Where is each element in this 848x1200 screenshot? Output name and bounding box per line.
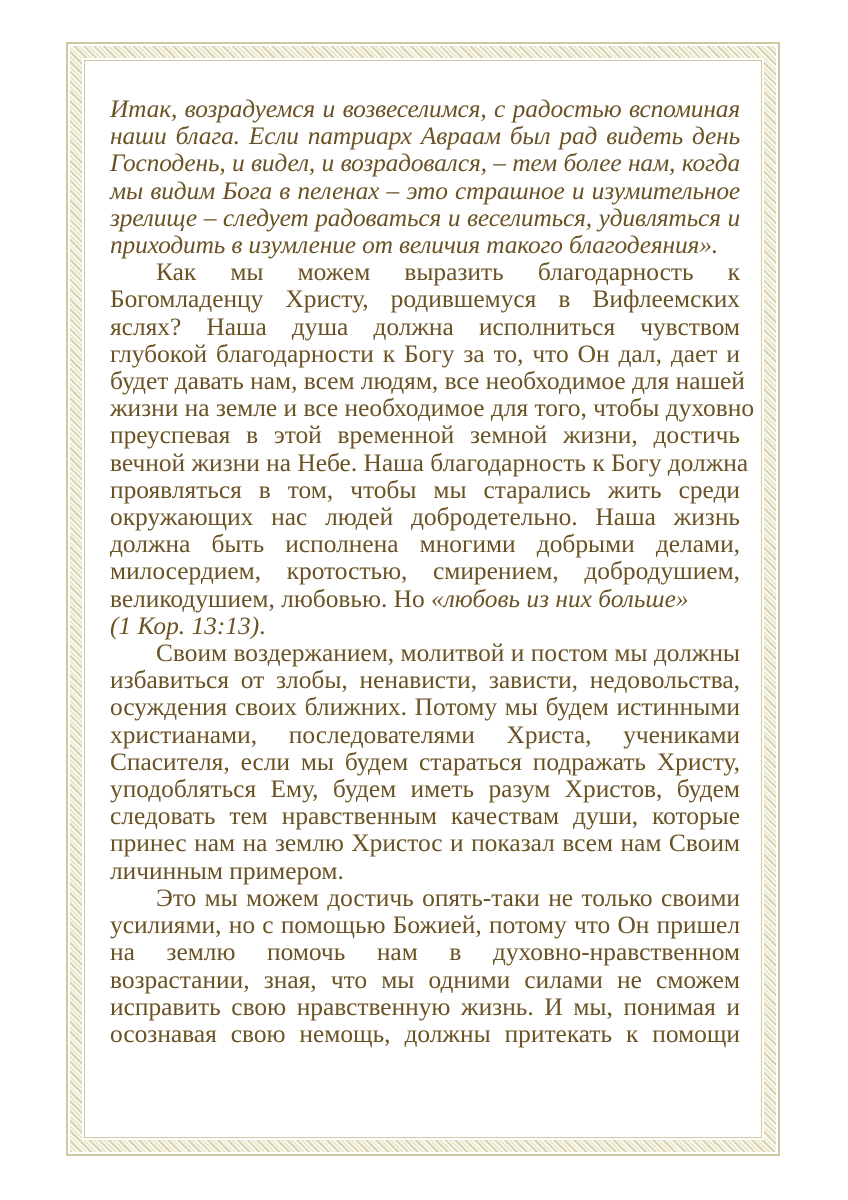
text-line: мы видим Бога в пеленах – это страшное и изумительное xyxy=(110,176,740,205)
text-line: христианами, последователями Христа, учениками xyxy=(110,720,740,749)
text-line: преуспевая в этой временной земной жизни, достичь xyxy=(110,421,740,450)
text-line: уподобляться Ему, будем иметь разум Христов, будем xyxy=(110,775,740,804)
text-line: на землю помочь нам в духовно-нравственном xyxy=(110,938,740,967)
text-run: великодушием, любовью. Но xyxy=(110,584,432,613)
text-line xyxy=(110,586,740,613)
text-line: Как мы можем выразить благодарность к xyxy=(156,258,740,287)
scripture-quote: «любовь из них больше» xyxy=(431,584,689,613)
text-line: Господень, и видел, и возрадовался, – тем более нам, когда xyxy=(110,149,740,178)
text-line: принес нам на землю Христос и показал всем нам Своим xyxy=(110,829,740,858)
text-line xyxy=(110,613,740,640)
text-line: осознавая свою немощь, должны притекать к помощи xyxy=(110,1019,740,1048)
text-line: милосердием, кротостью, смирением, добродушием, xyxy=(110,557,740,586)
text-line: будет давать нам, всем людям, все необходимое для нашей xyxy=(110,367,745,396)
text-line: должна быть исполнена многими добрыми делами, xyxy=(110,530,740,559)
body-paragraph-gratitude xyxy=(110,258,755,640)
text-line: Это мы можем достичь опять-таки не только своими xyxy=(156,883,740,912)
text-line: Спасителя, если мы будем стараться подражать Христу, xyxy=(110,747,740,776)
text-line: Итак, возрадуемся и возвеселимся, с радостью вспоминая xyxy=(110,95,740,123)
document-body xyxy=(110,95,755,1048)
quote-paragraph xyxy=(110,96,740,259)
text-line: возрастании, зная, что мы одними силами не сможем xyxy=(110,965,740,994)
body-paragraph-effort xyxy=(110,885,740,1048)
text-line: осуждения своих ближних. Потому мы будем истинными xyxy=(110,693,740,722)
text-line: глубокой благодарности к Богу за то, что Он дал, дает и xyxy=(110,339,740,368)
scripture-reference: (1 Кор. 13:13) xyxy=(110,611,260,640)
text-line: следовать тем нравственным качествам души, которые xyxy=(110,802,740,831)
text-line: исправить свою нравственную жизнь. И мы, понимая и xyxy=(110,992,740,1021)
text-line: Богомладенцу Христу, родившемуся в Вифлеемских xyxy=(110,285,740,314)
text-line: жизни на земле и все необходимое для того, чтобы духовно xyxy=(110,394,755,423)
body-paragraph-abstinence xyxy=(110,640,740,885)
text-line: вечной жизни на Небе. Наша благодарность к Богу должна xyxy=(110,448,749,477)
text-line: проявляться в том, чтобы мы старались жить среди xyxy=(110,475,740,504)
text-line: усилиями, но с помощью Божией, потому что Он пришел xyxy=(110,911,740,940)
text-line: приходить в изумление от величия такого благодеяния». xyxy=(110,231,718,260)
text-line: яслях? Наша душа должна исполниться чувством xyxy=(110,312,740,341)
text-line: наши блага. Если патриарх Авраам был рад видеть день xyxy=(110,122,740,151)
text-line: личинным примером. xyxy=(110,856,344,885)
text-run: . xyxy=(259,611,266,640)
text-line: зрелище – следует радоваться и веселиться, удивляться и xyxy=(110,203,740,232)
text-line: Своим воздержанием, молитвой и постом мы должны xyxy=(156,639,740,668)
text-line: избавиться от злобы, ненависти, зависти, недовольства, xyxy=(110,666,740,695)
text-line: окружающих нас людей добродетельно. Наша жизнь xyxy=(110,503,740,532)
